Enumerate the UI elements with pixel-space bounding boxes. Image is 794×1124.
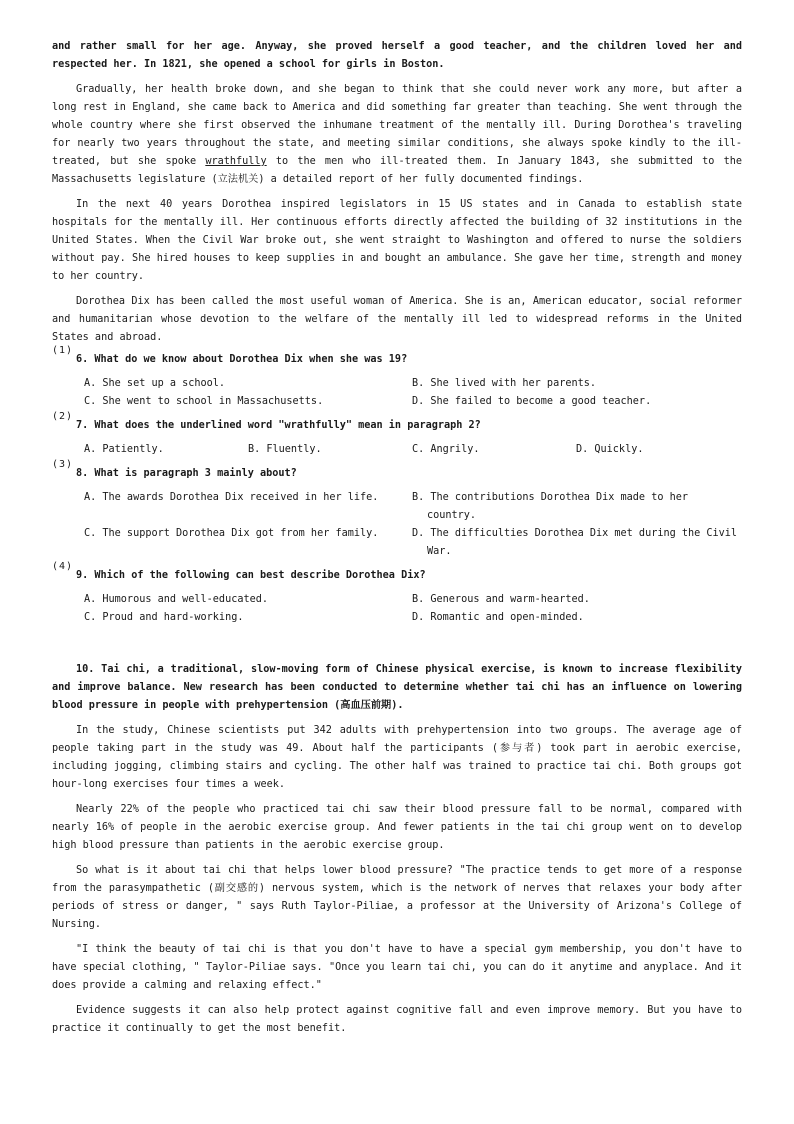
option-c[interactable]: C. The support Dorothea Dix got from her family. bbox=[84, 528, 379, 539]
option-a[interactable]: A. She set up a school. bbox=[84, 378, 226, 389]
question-1 bbox=[52, 345, 742, 411]
option-b[interactable]: B. Generous and warm-hearted. bbox=[412, 594, 590, 605]
question-stem: 7. What does the underlined word "wrathfully" mean in paragraph 2? bbox=[76, 420, 481, 431]
option-a[interactable]: A. Humorous and well-educated. bbox=[84, 594, 269, 605]
taichi-intro-paragraph: 10. Tai chi, a traditional, slow-moving form of Chinese physical exercise, is known to increase flexibility and improve balance. New research has been conducted to determine whether tai chi has an influence on lowering blood pressure in people with prehypertension (高血压前期). bbox=[52, 664, 742, 711]
question-number: (1) bbox=[52, 345, 74, 356]
option-b[interactable] bbox=[412, 489, 742, 525]
option-b-line-1: B. The contributions Dorothea Dix made to her bbox=[412, 492, 689, 503]
passage-paragraph-2 bbox=[52, 81, 742, 189]
option-d[interactable]: D. Quickly. bbox=[576, 444, 644, 455]
passage-continued-paragraph: and rather small for her age. Anyway, she proved herself a good teacher, and the children loved her and respected her. In 1821, she opened a school for girls in Boston. bbox=[52, 41, 742, 70]
option-d[interactable] bbox=[412, 525, 742, 561]
options bbox=[52, 591, 742, 627]
question-stem: 6. What do we know about Dorothea Dix when she was 19? bbox=[76, 354, 408, 365]
question-number: (4) bbox=[52, 561, 74, 572]
passage-paragraph-3: In the next 40 years Dorothea inspired legislators in 15 US states and in Canada to establish state hospitals for the mentally ill. Her continuous efforts directly affected the building of 32 institutions in the United States. When the Civil War broke out, she went straight to Washington and offered to nurse the soldiers without pay. She hired houses to keep supplies in and bought an ambulance. She gave her time, strength and money to her country. bbox=[52, 199, 742, 282]
question-number: (2) bbox=[52, 411, 74, 422]
options bbox=[52, 441, 742, 459]
paragraph-2-text-before: Gradually, her health broke down, and she began to think that she could never work any more, but after a long rest in England, she came back to America and did something far greater than teaching. She went through the whole country where she first observed the inhumane treatment of the mentally ill. During Dorothea's traveling for nearly two years throughout the state, and meeting similar conditions, she always spoke kindly to the ill-treated, but she spoke bbox=[52, 84, 742, 167]
option-d-line-1: D. The difficulties Dorothea Dix met during the Civil bbox=[412, 528, 738, 539]
passage-paragraph-4: Dorothea Dix has been called the most useful woman of America. She is an, American educator, social reformer and humanitarian whose devotion to the welfare of the mentally ill led to widespread reforms in the United States and abroad. bbox=[52, 296, 742, 343]
option-b-line-2: country. bbox=[427, 510, 477, 521]
option-d-line-2: War. bbox=[427, 546, 452, 557]
document-page bbox=[52, 38, 742, 1045]
question-stem: 8. What is paragraph 3 mainly about? bbox=[76, 468, 297, 479]
options bbox=[52, 489, 742, 561]
taichi-paragraph-4: "I think the beauty of tai chi is that you don't have to have a special gym membership, you don't have to have special clothing, " Taylor-Piliae says. "Once you learn tai chi, you can do it anytime and anyplace. And it does provide a calming and relaxing effect." bbox=[52, 944, 742, 991]
paragraph-2-text-after: to the men who ill-treated them. In January 1843, she submitted to the Massachusetts legislature (立法机关) a detailed report of her fully documented findings. bbox=[52, 156, 742, 185]
option-c[interactable]: C. Proud and hard-working. bbox=[84, 612, 244, 623]
question-3 bbox=[52, 459, 742, 561]
option-a[interactable]: A. Patiently. bbox=[84, 444, 164, 455]
option-c[interactable]: C. Angrily. bbox=[412, 444, 480, 455]
taichi-paragraph-1: In the study, Chinese scientists put 342 adults with prehypertension into two groups. The average age of people taking part in the study was 49. About half the participants (参与者) took part in aerobic exercise, including jogging, climbing stairs and cycling. The other half was trained to practice tai chi. Both groups got hour-long exercises four times a week. bbox=[52, 725, 742, 790]
option-d[interactable]: D. Romantic and open-minded. bbox=[412, 612, 584, 623]
option-d[interactable]: D. She failed to become a good teacher. bbox=[412, 396, 652, 407]
question-number: (3) bbox=[52, 459, 74, 470]
taichi-paragraph-3: So what is it about tai chi that helps lower blood pressure? "The practice tends to get more of a response from the parasympathetic (副交感的) nervous system, which is the network of nerves that relaxes your body after periods of stress or danger, " says Ruth Taylor-Piliae, a professor at the University of Arizona's College of Nursing. bbox=[52, 865, 742, 930]
option-b[interactable]: B. Fluently. bbox=[248, 444, 322, 455]
section-gap bbox=[52, 633, 742, 661]
taichi-paragraph-2: Nearly 22% of the people who practiced tai chi saw their blood pressure fall to be normal, compared with nearly 16% of people in the aerobic exercise group. And fewer patients in the tai chi group went on to develop high blood pressure than patients in the aerobic exercise group. bbox=[52, 804, 742, 851]
option-c[interactable]: C. She went to school in Massachusetts. bbox=[84, 396, 324, 407]
taichi-paragraph-5: Evidence suggests it can also help protect against cognitive fall and even improve memory. But you have to practice it continually to get the most benefit. bbox=[52, 1005, 742, 1034]
underlined-word-wrathfully: wrathfully bbox=[205, 156, 267, 167]
question-2 bbox=[52, 411, 742, 459]
option-b[interactable]: B. She lived with her parents. bbox=[412, 378, 597, 389]
question-4 bbox=[52, 561, 742, 627]
option-a[interactable]: A. The awards Dorothea Dix received in her life. bbox=[84, 492, 379, 503]
question-stem: 9. Which of the following can best describe Dorothea Dix? bbox=[76, 570, 426, 581]
options bbox=[52, 375, 742, 411]
